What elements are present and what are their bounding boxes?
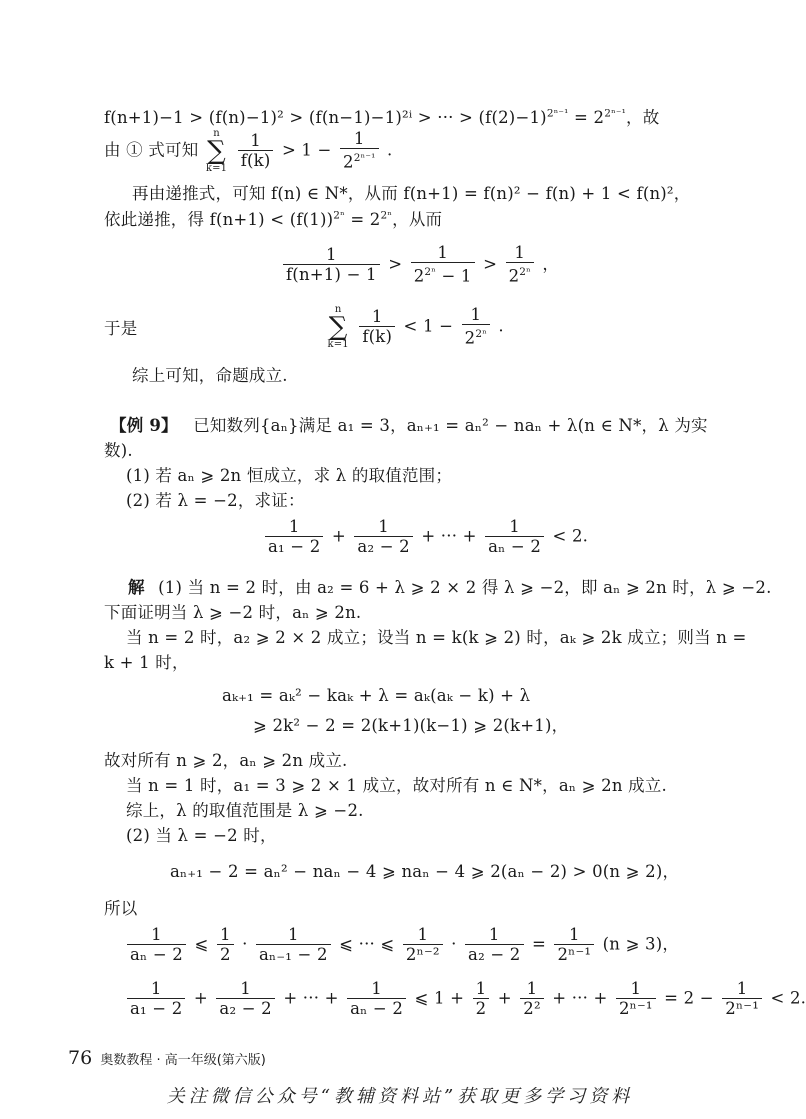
mid-text: < 1 − bbox=[403, 316, 454, 336]
numerator: 1 bbox=[150, 979, 162, 998]
fraction bbox=[520, 980, 544, 1018]
solution-line-2: 下面证明当 λ ⩾ −2 时，aₙ ⩾ 2n. bbox=[104, 603, 362, 622]
fraction bbox=[127, 926, 186, 964]
end-punct: . bbox=[498, 316, 504, 336]
operator: + ··· + bbox=[552, 988, 608, 1008]
fraction bbox=[465, 926, 523, 964]
denominator: aₙ − 2 bbox=[485, 536, 544, 556]
fraction bbox=[462, 306, 490, 348]
numerator: 1 bbox=[378, 517, 389, 536]
solution-line-5: 故对所有 n ⩾ 2，aₙ ⩾ 2n 成立. bbox=[104, 751, 348, 770]
numerator: 1 bbox=[475, 979, 487, 998]
exponent: 2ⁿ bbox=[333, 209, 345, 222]
fraction bbox=[283, 246, 380, 284]
operator: + ··· + bbox=[283, 988, 339, 1008]
solution-label: 解 bbox=[128, 578, 145, 597]
denominator: 2ⁿ⁻¹ bbox=[722, 998, 762, 1018]
exponent: 2ⁿ bbox=[380, 209, 393, 222]
tail-text: ，故 bbox=[626, 108, 660, 127]
proof-line-4 bbox=[104, 206, 442, 230]
proof-conclusion: 综上可知，命题成立. bbox=[132, 366, 288, 385]
fraction bbox=[340, 130, 378, 172]
lead-text: 于是 bbox=[104, 319, 138, 338]
fraction bbox=[616, 980, 656, 1018]
denominator: a₂ − 2 bbox=[354, 536, 412, 556]
numerator: 1 bbox=[219, 925, 231, 944]
numerator: 1 bbox=[288, 925, 299, 944]
operator: ⩽ 1 + bbox=[414, 988, 465, 1008]
fraction bbox=[127, 980, 185, 1018]
denominator: 2 bbox=[473, 998, 490, 1018]
sum-upper: n bbox=[334, 304, 342, 315]
example-9-statement bbox=[110, 412, 708, 436]
rhs: = 2 bbox=[568, 108, 605, 127]
operator: + ··· + bbox=[421, 526, 477, 546]
den-exponent: 2ⁿ bbox=[424, 266, 437, 278]
induction-equation-1: aₖ₊₁ = aₖ² − kaₖ + λ = aₖ(aₖ − k) + λ bbox=[222, 686, 531, 705]
denominator bbox=[340, 148, 378, 172]
denominator: 2 bbox=[217, 944, 234, 964]
page-number: 76 bbox=[68, 1047, 93, 1069]
den-exponent: 2ⁿ bbox=[475, 328, 487, 341]
fraction bbox=[473, 980, 490, 1018]
numerator: 1 bbox=[514, 243, 526, 262]
proof-line-6 bbox=[104, 304, 704, 350]
numerator: 1 bbox=[371, 979, 382, 998]
solution-line-4: k + 1 时， bbox=[104, 653, 189, 672]
numerator: 1 bbox=[417, 925, 429, 944]
tail-text: ，从而 bbox=[392, 210, 443, 229]
page-footer bbox=[68, 1047, 266, 1069]
text: 依此递推，得 f(n+1) < (f(1)) bbox=[104, 210, 334, 229]
fraction bbox=[403, 926, 443, 964]
numerator: 1 bbox=[488, 925, 500, 944]
numerator: 1 bbox=[470, 305, 482, 325]
end-punct: . bbox=[386, 140, 393, 160]
solution-line-9: 所以 bbox=[104, 899, 138, 918]
mid-text: > 1 − bbox=[281, 140, 332, 160]
den-tail: − 1 bbox=[436, 266, 472, 286]
den-base: 2 bbox=[508, 266, 520, 286]
summation: n ∑ k=1 bbox=[205, 128, 228, 174]
proof-line-1 bbox=[104, 104, 659, 128]
operator: + bbox=[193, 988, 208, 1008]
denominator bbox=[462, 324, 490, 348]
operator: + bbox=[497, 988, 512, 1008]
numerator: 1 bbox=[437, 243, 449, 262]
numerator: 1 bbox=[509, 517, 520, 536]
sum-upper: n bbox=[213, 128, 220, 139]
numerator: 1 bbox=[250, 131, 261, 150]
numerator: 1 bbox=[568, 925, 580, 944]
example-label: 【例 9】 bbox=[110, 416, 178, 435]
den-base: 2 bbox=[464, 328, 476, 348]
lead-text: 由 ① 式可知 bbox=[104, 140, 199, 160]
fraction bbox=[265, 518, 323, 556]
question-2-formula bbox=[262, 518, 588, 556]
denominator bbox=[411, 262, 475, 286]
fraction bbox=[359, 308, 395, 346]
book-title: 奥数教程 · 高一年级(第六版) bbox=[100, 1053, 266, 1068]
numerator: 1 bbox=[736, 979, 748, 998]
denominator: f(n+1) − 1 bbox=[283, 264, 380, 284]
numerator: 1 bbox=[288, 517, 300, 536]
fraction bbox=[256, 926, 331, 964]
question-1: (1) 若 aₙ ⩾ 2n 恒成立，求 λ 的取值范围； bbox=[126, 466, 453, 485]
solution-line-1 bbox=[128, 574, 772, 598]
summation: n ∑ k=1 bbox=[327, 304, 349, 350]
example-9-line2: 数). bbox=[104, 441, 133, 460]
numerator: 1 bbox=[240, 979, 251, 998]
denominator bbox=[506, 262, 534, 286]
denominator: a₂ − 2 bbox=[465, 944, 523, 964]
denominator: 2ⁿ⁻² bbox=[403, 944, 443, 964]
denominator: aₙ − 2 bbox=[347, 998, 406, 1018]
solution-text: (1) 当 n = 2 时，由 a₂ = 6 + λ ⩾ 2 × 2 得 λ ⩾ −2，即 aₙ ⩾ 2n 时，λ ⩾ −2. bbox=[158, 578, 772, 597]
end-text: < 2. bbox=[552, 526, 589, 546]
fraction bbox=[347, 980, 406, 1018]
mid-text: = 2 bbox=[344, 210, 381, 229]
operator: + bbox=[331, 526, 346, 546]
denominator: aₙ − 2 bbox=[127, 944, 186, 964]
sum-bound bbox=[124, 980, 806, 1018]
solution-line-6: 当 n = 1 时，a₁ = 3 ⩾ 2 × 1 成立，故对所有 n ∈ N*，aₙ ⩾ 2n 成立. bbox=[126, 776, 667, 795]
denominator: 2ⁿ⁻¹ bbox=[616, 998, 656, 1018]
question-2: (2) 若 λ = −2，求证： bbox=[126, 491, 305, 510]
bound-chain bbox=[124, 926, 679, 964]
operator: = 2 − bbox=[664, 988, 714, 1008]
fraction bbox=[411, 244, 475, 286]
den-exponent: 2ⁿ bbox=[519, 266, 531, 278]
rhs-exponent: 2ⁿ⁻¹ bbox=[604, 107, 626, 120]
denominator: 2ⁿ⁻¹ bbox=[554, 944, 594, 964]
operator: ⩽ ··· ⩽ bbox=[339, 934, 395, 954]
promo-banner: 关注微信公众号“教辅资料站”获取更多学习资料 bbox=[166, 1086, 634, 1107]
numerator: 1 bbox=[630, 979, 642, 998]
end-punct: ， bbox=[542, 254, 560, 274]
sum-lower: k=1 bbox=[205, 163, 228, 174]
fraction bbox=[354, 518, 412, 556]
numerator: 1 bbox=[371, 307, 383, 326]
solution-line-8: (2) 当 λ = −2 时， bbox=[126, 826, 277, 845]
denominator: a₂ − 2 bbox=[216, 998, 274, 1018]
operator: = bbox=[531, 934, 546, 954]
denominator: a₁ − 2 bbox=[265, 536, 323, 556]
numerator: 1 bbox=[151, 925, 162, 944]
fraction bbox=[722, 980, 762, 1018]
display-inequality bbox=[280, 244, 559, 286]
recurrence-inequality: aₙ₊₁ − 2 = aₙ² − naₙ − 4 ⩾ naₙ − 4 ⩾ 2(aₙ − 2) > 0(n ⩾ 2)， bbox=[170, 862, 680, 881]
operator: ⩽ bbox=[194, 934, 209, 954]
operator: > bbox=[388, 254, 403, 274]
numerator: 1 bbox=[326, 244, 337, 264]
fraction bbox=[217, 926, 234, 964]
denominator: f(k) bbox=[238, 150, 274, 170]
exponent: 2ⁿ⁻¹ bbox=[546, 107, 569, 120]
induction-equation-2: ⩾ 2k² − 2 = 2(k+1)(k−1) ⩾ 2(k+1)， bbox=[253, 716, 569, 735]
fraction bbox=[216, 980, 274, 1018]
denominator: f(k) bbox=[359, 326, 395, 346]
denominator: a₁ − 2 bbox=[127, 998, 185, 1018]
operator: > bbox=[483, 254, 498, 274]
end-text: (n ⩾ 3)， bbox=[602, 934, 680, 954]
denominator: aₙ₋₁ − 2 bbox=[256, 944, 331, 964]
den-base: 2 bbox=[413, 266, 425, 286]
end-text: < 2. bbox=[770, 988, 806, 1008]
numerator: 1 bbox=[353, 129, 365, 149]
proof-line-2 bbox=[104, 128, 392, 174]
solution-line-3: 当 n = 2 时，a₂ ⩾ 2 × 2 成立；设当 n = k(k ⩾ 2) 时，aₖ ⩾ 2k 成立；则当 n = bbox=[126, 628, 747, 647]
solution-line-7: 综上，λ 的取值范围是 λ ⩾ −2. bbox=[126, 801, 364, 820]
proof-line-3: 再由递推式，可知 f(n) ∈ N*，从而 f(n+1) = f(n)² − f(n) + 1 < f(n)²， bbox=[132, 184, 691, 203]
operator: · bbox=[451, 934, 457, 954]
fraction bbox=[554, 926, 594, 964]
example-text: 已知数列{aₙ}满足 a₁ = 3，aₙ₊₁ = aₙ² − naₙ + λ(n ∈ N*，λ 为实 bbox=[193, 416, 708, 435]
denominator: 2² bbox=[520, 998, 544, 1018]
sum-lower: k=1 bbox=[327, 339, 349, 350]
fraction bbox=[506, 244, 534, 286]
den-exponent: 2ⁿ⁻¹ bbox=[353, 152, 376, 165]
den-base: 2 bbox=[343, 152, 354, 172]
inequality-chain: f(n+1)−1 > (f(n)−1)² > (f(n−1)−1)²ⁱ > ··· > (f(2)−1) bbox=[104, 108, 547, 127]
fraction bbox=[485, 518, 544, 556]
fraction bbox=[238, 132, 274, 170]
operator: · bbox=[242, 934, 248, 954]
numerator: 1 bbox=[526, 979, 538, 998]
